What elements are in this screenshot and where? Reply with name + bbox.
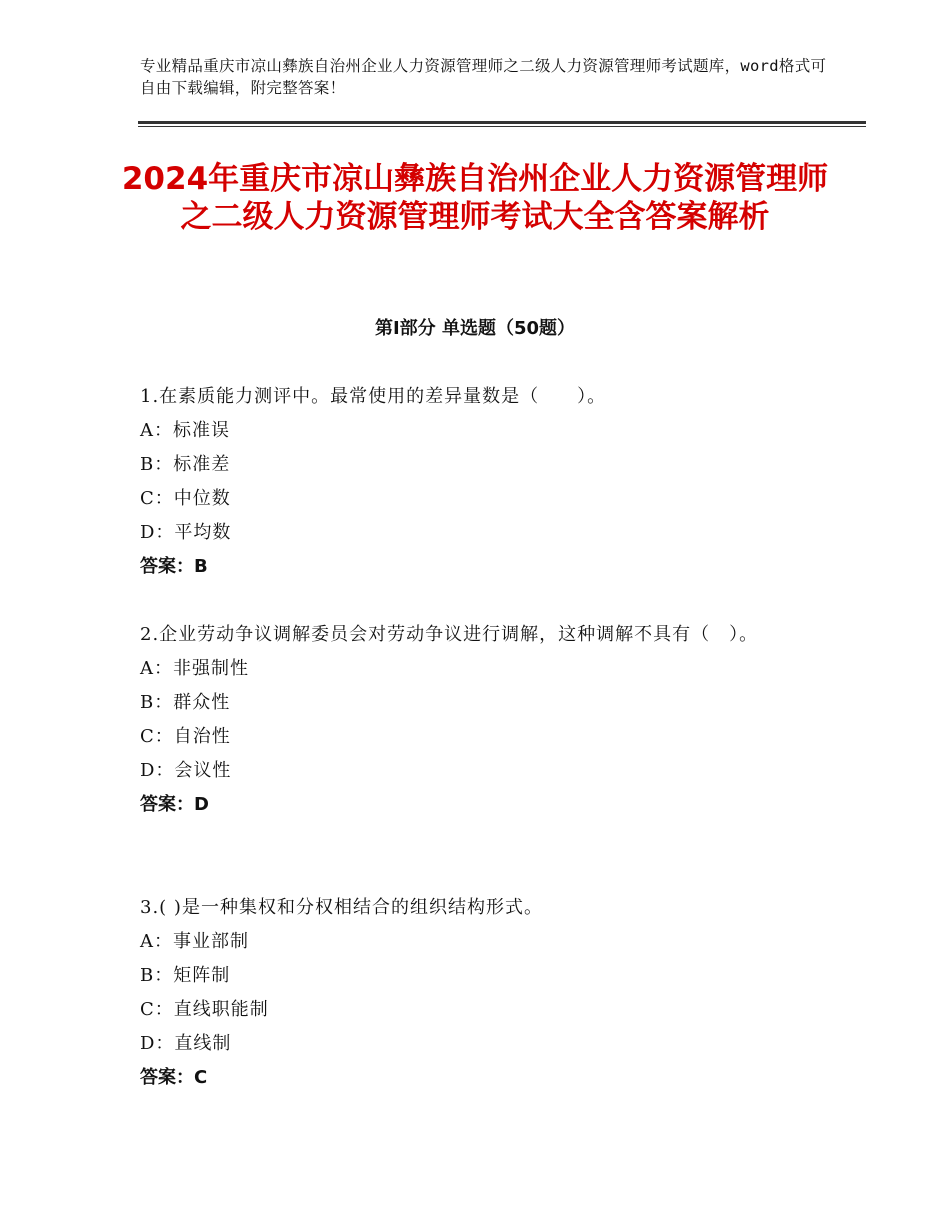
question-stem: 1.在素质能力测评中。最常使用的差异量数是（ ）。	[140, 386, 607, 407]
option-a: A：事业部制	[140, 931, 249, 952]
question-2	[140, 618, 820, 822]
option-c: C：中位数	[140, 488, 231, 509]
header-note: 专业精品重庆市凉山彝族自治州企业人力资源管理师之二级人力资源管理师考试题库，word格式可自由下载编辑，附完整答案！	[140, 57, 827, 97]
question-1	[140, 380, 820, 584]
option-d: D：会议性	[140, 760, 232, 781]
document-title: 2024年重庆市凉山彝族自治州企业人力资源管理师之二级人力资源管理师考试大全含答案解析	[121, 161, 829, 235]
answer: 答案：C	[140, 1067, 208, 1088]
section-heading: 第Ⅰ部分 单选题（50题）	[374, 318, 575, 339]
answer: 答案：B	[140, 556, 208, 577]
option-a: A：标准误	[140, 420, 230, 441]
option-b: B：矩阵制	[140, 965, 231, 986]
option-b: B：群众性	[140, 692, 231, 713]
option-a: A：非强制性	[140, 658, 249, 679]
question-3	[140, 891, 820, 1095]
header-divider-thin	[138, 126, 866, 127]
option-b: B：标准差	[140, 454, 231, 475]
option-d: D：直线制	[140, 1033, 232, 1054]
option-c: C：直线职能制	[140, 999, 269, 1020]
option-c: C：自治性	[140, 726, 231, 747]
question-stem: 3.( )是一种集权和分权相结合的组织结构形式。	[140, 897, 543, 918]
answer: 答案：D	[140, 794, 209, 815]
header-divider-thick	[138, 121, 866, 124]
question-stem: 2.企业劳动争议调解委员会对劳动争议进行调解，这种调解不具有（ ）。	[140, 624, 759, 645]
option-d: D：平均数	[140, 522, 232, 543]
